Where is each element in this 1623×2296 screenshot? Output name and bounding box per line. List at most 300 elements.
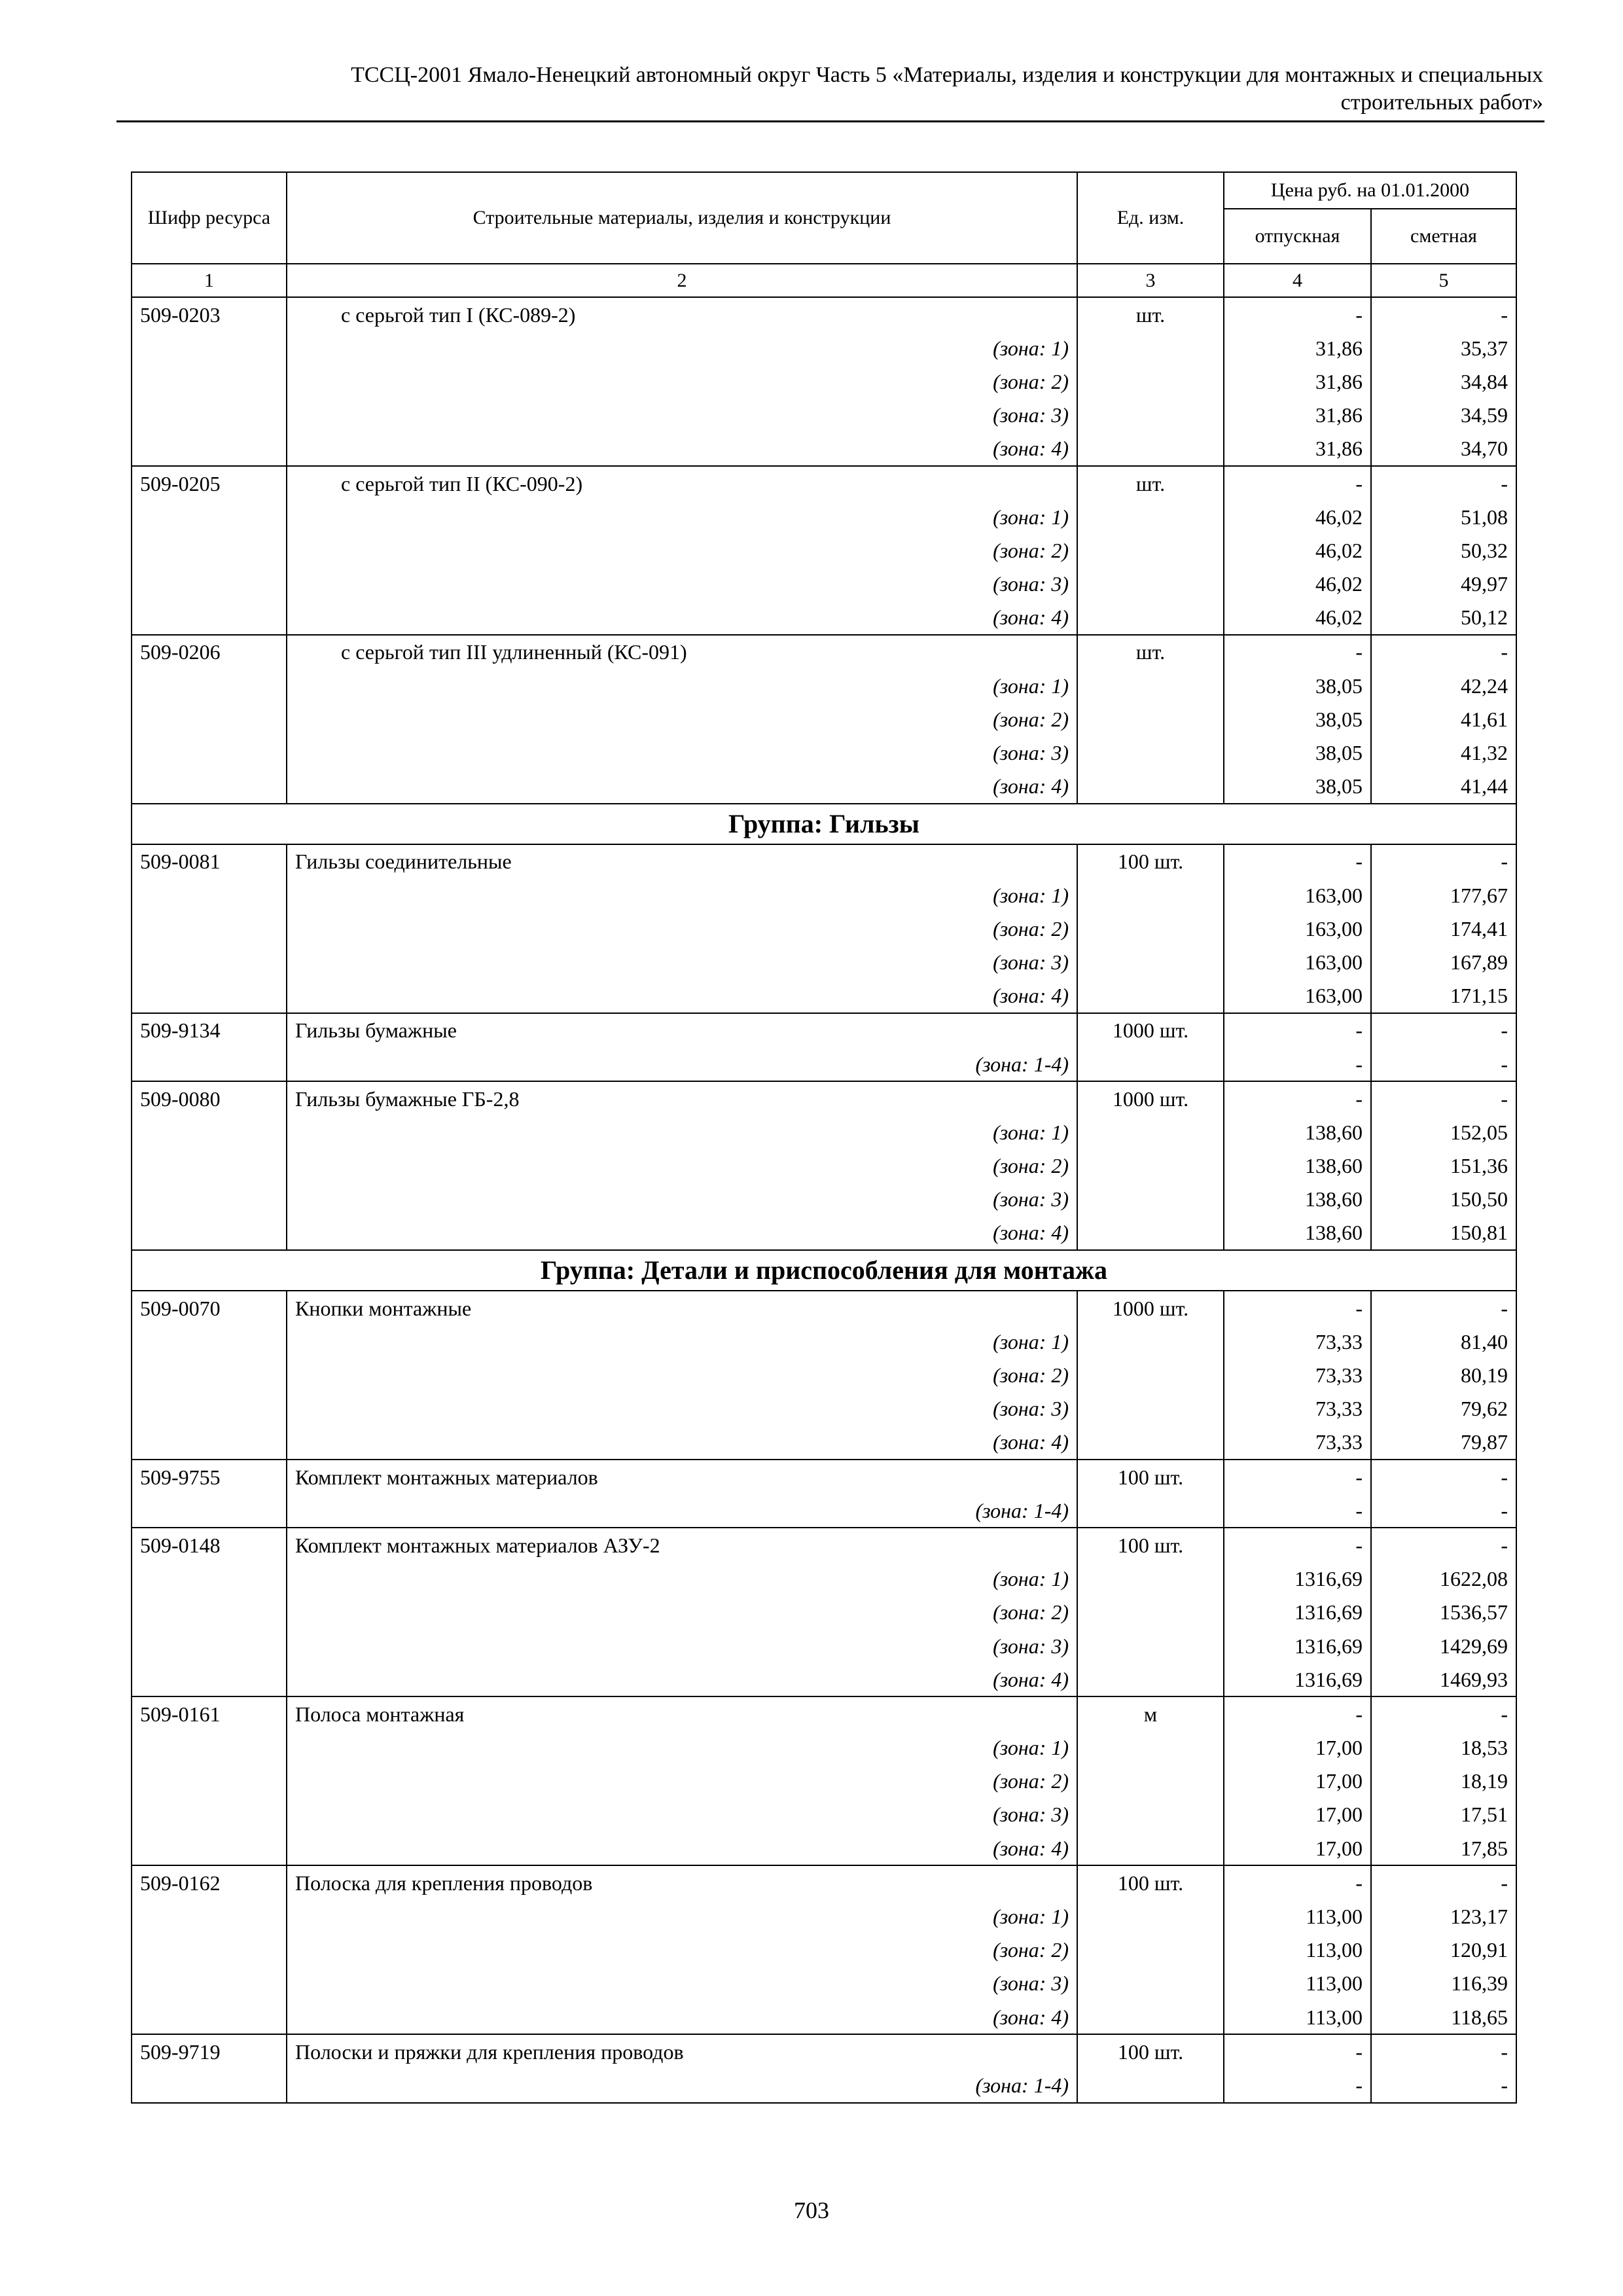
empty-code-cell: [132, 1596, 287, 1629]
empty-unit-cell: [1077, 1899, 1224, 1933]
release-price-cell: 163,00: [1224, 945, 1371, 978]
empty-unit-cell: [1077, 878, 1224, 912]
empty-unit-cell: [1077, 1115, 1224, 1149]
estimate-price-cell: -: [1371, 1291, 1516, 1325]
zone-row: [132, 1149, 1516, 1183]
release-price-cell: 17,00: [1224, 1765, 1371, 1798]
release-price-cell: -: [1224, 466, 1371, 500]
empty-code-cell: [132, 736, 287, 769]
empty-unit-cell: [1077, 500, 1224, 533]
header-line-2: строительных работ»: [1340, 90, 1543, 115]
zone-row: [132, 1562, 1516, 1596]
resource-code: 509-0080: [132, 1081, 287, 1115]
estimate-price-cell: -: [1371, 1081, 1516, 1115]
empty-unit-cell: [1077, 1494, 1224, 1528]
empty-unit-cell: [1077, 1562, 1224, 1596]
col-header-code: Шифр ресурса: [132, 172, 287, 264]
release-price-cell: 46,02: [1224, 533, 1371, 567]
release-price-cell: 138,60: [1224, 1149, 1371, 1183]
zone-label: (зона: 3): [287, 945, 1077, 978]
estimate-price-cell: -: [1371, 1696, 1516, 1731]
zone-label: (зона: 2): [287, 1596, 1077, 1629]
empty-code-cell: [132, 331, 287, 365]
material-name: с серьгой тип II (КС-090-2): [287, 466, 1077, 500]
zone-row: [132, 912, 1516, 945]
table-row: [132, 297, 1516, 331]
zone-row: [132, 500, 1516, 533]
zone-row: [132, 1662, 1516, 1696]
empty-unit-cell: [1077, 979, 1224, 1013]
estimate-price-cell: 151,36: [1371, 1149, 1516, 1183]
estimate-price-cell: 34,70: [1371, 432, 1516, 466]
zone-row: [132, 399, 1516, 432]
zone-label: (зона: 2): [287, 912, 1077, 945]
zone-row: [132, 1426, 1516, 1460]
table-row: [132, 1291, 1516, 1325]
estimate-price-cell: 123,17: [1371, 1899, 1516, 1933]
zone-label: (зона: 1): [287, 1731, 1077, 1765]
zone-label: (зона: 1): [287, 1325, 1077, 1358]
resource-code: 509-0203: [132, 297, 287, 331]
estimate-price-cell: 18,19: [1371, 1765, 1516, 1798]
estimate-price-cell: 150,81: [1371, 1216, 1516, 1250]
zone-label: (зона: 1-4): [287, 1047, 1077, 1081]
estimate-price-cell: 41,32: [1371, 736, 1516, 769]
release-price-cell: 73,33: [1224, 1392, 1371, 1426]
estimate-price-cell: 34,59: [1371, 399, 1516, 432]
empty-unit-cell: [1077, 945, 1224, 978]
empty-code-cell: [132, 1629, 287, 1662]
material-name: Полоса монтажная: [287, 1696, 1077, 1731]
empty-unit-cell: [1077, 533, 1224, 567]
empty-unit-cell: [1077, 399, 1224, 432]
col-header-release-price: отпускная: [1224, 209, 1371, 264]
release-price-cell: 73,33: [1224, 1325, 1371, 1358]
page-header: [116, 62, 1543, 117]
col-header-price-group: Цена руб. на 01.01.2000: [1224, 172, 1516, 209]
zone-label: (зона: 4): [287, 979, 1077, 1013]
estimate-price-cell: 17,51: [1371, 1798, 1516, 1831]
empty-code-cell: [132, 1392, 287, 1426]
empty-unit-cell: [1077, 736, 1224, 769]
zone-label: (зона: 3): [287, 1629, 1077, 1662]
estimate-price-cell: 79,87: [1371, 1426, 1516, 1460]
estimate-price-cell: 150,50: [1371, 1183, 1516, 1216]
zone-label: (зона: 3): [287, 1798, 1077, 1831]
empty-code-cell: [132, 770, 287, 804]
material-name: Полоски и пряжки для крепления проводов: [287, 2034, 1077, 2068]
unit-cell: шт.: [1077, 466, 1224, 500]
zone-row: [132, 1494, 1516, 1528]
unit-cell: 100 шт.: [1077, 1460, 1224, 1494]
estimate-price-cell: 79,62: [1371, 1392, 1516, 1426]
estimate-price-cell: 42,24: [1371, 669, 1516, 702]
estimate-price-cell: 34,84: [1371, 365, 1516, 398]
empty-code-cell: [132, 2000, 287, 2034]
release-price-cell: 46,02: [1224, 601, 1371, 635]
empty-code-cell: [132, 1831, 287, 1865]
release-price-cell: 1316,69: [1224, 1562, 1371, 1596]
empty-code-cell: [132, 432, 287, 466]
empty-unit-cell: [1077, 2068, 1224, 2102]
empty-code-cell: [132, 702, 287, 736]
zone-row: [132, 1047, 1516, 1081]
zone-label: (зона: 2): [287, 1765, 1077, 1798]
zone-label: (зона: 2): [287, 1149, 1077, 1183]
release-price-cell: 38,05: [1224, 702, 1371, 736]
empty-code-cell: [132, 1967, 287, 2000]
estimate-price-cell: 1536,57: [1371, 1596, 1516, 1629]
empty-unit-cell: [1077, 601, 1224, 635]
estimate-price-cell: 51,08: [1371, 500, 1516, 533]
release-price-cell: 113,00: [1224, 1899, 1371, 1933]
release-price-cell: -: [1224, 1528, 1371, 1562]
zone-row: [132, 979, 1516, 1013]
unit-cell: 100 шт.: [1077, 2034, 1224, 2068]
release-price-cell: 38,05: [1224, 669, 1371, 702]
unit-cell: 100 шт.: [1077, 1528, 1224, 1562]
estimate-price-cell: 171,15: [1371, 979, 1516, 1013]
estimate-price-cell: -: [1371, 1865, 1516, 1899]
empty-code-cell: [132, 1765, 287, 1798]
estimate-price-cell: -: [1371, 1528, 1516, 1562]
zone-row: [132, 945, 1516, 978]
release-price-cell: 31,86: [1224, 432, 1371, 466]
empty-code-cell: [132, 2068, 287, 2102]
unit-cell: м: [1077, 1696, 1224, 1731]
zone-row: [132, 1967, 1516, 2000]
empty-code-cell: [132, 669, 287, 702]
zone-row: [132, 878, 1516, 912]
zone-label: (зона: 1): [287, 1899, 1077, 1933]
zone-row: [132, 2068, 1516, 2102]
release-price-cell: 31,86: [1224, 331, 1371, 365]
estimate-price-cell: 118,65: [1371, 2000, 1516, 2034]
estimate-price-cell: 17,85: [1371, 1831, 1516, 1865]
release-price-cell: 31,86: [1224, 399, 1371, 432]
empty-code-cell: [132, 1662, 287, 1696]
estimate-price-cell: 116,39: [1371, 1967, 1516, 2000]
estimate-price-cell: 50,32: [1371, 533, 1516, 567]
table-row: [132, 2034, 1516, 2068]
table-row: [132, 635, 1516, 669]
estimate-price-cell: 49,97: [1371, 567, 1516, 601]
empty-code-cell: [132, 533, 287, 567]
release-price-cell: 163,00: [1224, 979, 1371, 1013]
estimate-price-cell: 35,37: [1371, 331, 1516, 365]
zone-row: [132, 533, 1516, 567]
empty-unit-cell: [1077, 669, 1224, 702]
release-price-cell: 138,60: [1224, 1115, 1371, 1149]
zone-row: [132, 736, 1516, 769]
estimate-price-cell: 41,44: [1371, 770, 1516, 804]
empty-unit-cell: [1077, 770, 1224, 804]
material-name: Кнопки монтажные: [287, 1291, 1077, 1325]
release-price-cell: 46,02: [1224, 500, 1371, 533]
zone-label: (зона: 4): [287, 2000, 1077, 2034]
zone-row: [132, 669, 1516, 702]
empty-unit-cell: [1077, 1662, 1224, 1696]
zone-row: [132, 1325, 1516, 1358]
group-header-row: [132, 804, 1516, 844]
estimate-price-cell: 1622,08: [1371, 1562, 1516, 1596]
zone-row: [132, 601, 1516, 635]
estimate-price-cell: 120,91: [1371, 1933, 1516, 1967]
estimate-price-cell: -: [1371, 844, 1516, 878]
release-price-cell: 38,05: [1224, 770, 1371, 804]
table-head: [132, 172, 1516, 297]
estimate-price-cell: 50,12: [1371, 601, 1516, 635]
release-price-cell: -: [1224, 1047, 1371, 1081]
zone-row: [132, 770, 1516, 804]
empty-unit-cell: [1077, 912, 1224, 945]
release-price-cell: -: [1224, 1696, 1371, 1731]
material-name: Гильзы бумажные: [287, 1013, 1077, 1047]
zone-label: (зона: 2): [287, 1933, 1077, 1967]
empty-unit-cell: [1077, 1392, 1224, 1426]
estimate-price-cell: -: [1371, 297, 1516, 331]
empty-unit-cell: [1077, 1325, 1224, 1358]
zone-label: (зона: 2): [287, 1358, 1077, 1391]
release-price-cell: 113,00: [1224, 2000, 1371, 2034]
zone-label: (зона: 1): [287, 1115, 1077, 1149]
col-number-2: 2: [287, 264, 1077, 297]
zone-row: [132, 1899, 1516, 1933]
zone-label: (зона: 3): [287, 1392, 1077, 1426]
table-row: [132, 1865, 1516, 1899]
unit-cell: 100 шт.: [1077, 844, 1224, 878]
release-price-cell: 73,33: [1224, 1358, 1371, 1391]
resource-code: 509-0081: [132, 844, 287, 878]
material-name: Комплект монтажных материалов: [287, 1460, 1077, 1494]
resource-code: 509-0162: [132, 1865, 287, 1899]
release-price-cell: -: [1224, 1013, 1371, 1047]
release-price-cell: 31,86: [1224, 365, 1371, 398]
zone-row: [132, 1358, 1516, 1391]
release-price-cell: 46,02: [1224, 567, 1371, 601]
empty-code-cell: [132, 365, 287, 398]
unit-cell: 1000 шт.: [1077, 1291, 1224, 1325]
release-price-cell: -: [1224, 1081, 1371, 1115]
zone-row: [132, 1765, 1516, 1798]
estimate-price-cell: -: [1371, 2068, 1516, 2102]
release-price-cell: -: [1224, 2034, 1371, 2068]
empty-code-cell: [132, 1047, 287, 1081]
zone-row: [132, 567, 1516, 601]
empty-code-cell: [132, 878, 287, 912]
zone-row: [132, 432, 1516, 466]
zone-row: [132, 1216, 1516, 1250]
release-price-cell: 113,00: [1224, 1933, 1371, 1967]
group-title: Группа: Гильзы: [132, 804, 1516, 844]
zone-row: [132, 1831, 1516, 1865]
zone-label: (зона: 4): [287, 770, 1077, 804]
zone-label: (зона: 1): [287, 878, 1077, 912]
empty-code-cell: [132, 1494, 287, 1528]
zone-row: [132, 1798, 1516, 1831]
release-price-cell: 163,00: [1224, 912, 1371, 945]
empty-code-cell: [132, 500, 287, 533]
empty-code-cell: [132, 567, 287, 601]
resource-code: 509-9719: [132, 2034, 287, 2068]
zone-label: (зона: 3): [287, 567, 1077, 601]
estimate-price-cell: -: [1371, 1013, 1516, 1047]
empty-unit-cell: [1077, 1149, 1224, 1183]
empty-code-cell: [132, 1183, 287, 1216]
estimate-price-cell: -: [1371, 1460, 1516, 1494]
estimate-price-cell: 167,89: [1371, 945, 1516, 978]
empty-unit-cell: [1077, 1216, 1224, 1250]
zone-label: (зона: 1): [287, 669, 1077, 702]
zone-label: (зона: 3): [287, 1183, 1077, 1216]
zone-row: [132, 702, 1516, 736]
unit-cell: 1000 шт.: [1077, 1081, 1224, 1115]
empty-code-cell: [132, 601, 287, 635]
estimate-price-cell: -: [1371, 1494, 1516, 1528]
resource-code: 509-0205: [132, 466, 287, 500]
col-number-3: 3: [1077, 264, 1224, 297]
col-header-estimate-price: сметная: [1371, 209, 1516, 264]
zone-label: (зона: 3): [287, 1967, 1077, 2000]
group-title: Группа: Детали и приспособления для монтажа: [132, 1250, 1516, 1291]
col-header-name: Строительные материалы, изделия и конструкции: [287, 172, 1077, 264]
unit-cell: 100 шт.: [1077, 1865, 1224, 1899]
release-price-cell: -: [1224, 1494, 1371, 1528]
price-table: [131, 171, 1517, 2104]
material-name: Гильзы соединительные: [287, 844, 1077, 878]
release-price-cell: -: [1224, 1460, 1371, 1494]
release-price-cell: 1316,69: [1224, 1629, 1371, 1662]
material-name: с серьгой тип III удлиненный (КС-091): [287, 635, 1077, 669]
estimate-price-cell: 81,40: [1371, 1325, 1516, 1358]
unit-cell: шт.: [1077, 635, 1224, 669]
empty-code-cell: [132, 979, 287, 1013]
col-number-5: 5: [1371, 264, 1516, 297]
zone-label: (зона: 4): [287, 1426, 1077, 1460]
zone-label: (зона: 1): [287, 331, 1077, 365]
col-number-1: 1: [132, 264, 287, 297]
estimate-price-cell: 177,67: [1371, 878, 1516, 912]
table-row: [132, 1013, 1516, 1047]
release-price-cell: 17,00: [1224, 1831, 1371, 1865]
empty-unit-cell: [1077, 1358, 1224, 1391]
zone-label: (зона: 2): [287, 533, 1077, 567]
empty-unit-cell: [1077, 567, 1224, 601]
table-row: [132, 844, 1516, 878]
release-price-cell: 138,60: [1224, 1216, 1371, 1250]
zone-row: [132, 1731, 1516, 1765]
estimate-price-cell: 174,41: [1371, 912, 1516, 945]
material-name: Гильзы бумажные ГБ-2,8: [287, 1081, 1077, 1115]
release-price-cell: -: [1224, 2068, 1371, 2102]
estimate-price-cell: 80,19: [1371, 1358, 1516, 1391]
estimate-price-cell: 18,53: [1371, 1731, 1516, 1765]
empty-code-cell: [132, 1149, 287, 1183]
empty-unit-cell: [1077, 1967, 1224, 2000]
empty-unit-cell: [1077, 1831, 1224, 1865]
zone-row: [132, 1115, 1516, 1149]
material-name: Полоска для крепления проводов: [287, 1865, 1077, 1899]
resource-code: 509-9755: [132, 1460, 287, 1494]
zone-row: [132, 1183, 1516, 1216]
zone-label: (зона: 1): [287, 500, 1077, 533]
estimate-price-cell: 1469,93: [1371, 1662, 1516, 1696]
table-row: [132, 1081, 1516, 1115]
zone-label: (зона: 1): [287, 1562, 1077, 1596]
release-price-cell: 17,00: [1224, 1798, 1371, 1831]
zone-row: [132, 1629, 1516, 1662]
zone-row: [132, 1933, 1516, 1967]
empty-code-cell: [132, 1798, 287, 1831]
zone-row: [132, 1392, 1516, 1426]
release-price-cell: 113,00: [1224, 1967, 1371, 2000]
col-header-unit: Ед. изм.: [1077, 172, 1224, 264]
table-body: [132, 297, 1516, 2103]
zone-label: (зона: 2): [287, 365, 1077, 398]
empty-unit-cell: [1077, 1731, 1224, 1765]
zone-label: (зона: 1-4): [287, 1494, 1077, 1528]
header-rule: [116, 120, 1544, 122]
header-line-1: ТССЦ-2001 Ямало-Ненецкий автономный округ Часть 5 «Материалы, изделия и конструкции для монтажных и специальных: [351, 63, 1543, 87]
release-price-cell: 17,00: [1224, 1731, 1371, 1765]
resource-code: 509-0206: [132, 635, 287, 669]
empty-unit-cell: [1077, 365, 1224, 398]
empty-code-cell: [132, 912, 287, 945]
release-price-cell: 163,00: [1224, 878, 1371, 912]
group-header-row: [132, 1250, 1516, 1291]
empty-unit-cell: [1077, 331, 1224, 365]
zone-label: (зона: 4): [287, 601, 1077, 635]
table-row: [132, 1528, 1516, 1562]
empty-code-cell: [132, 1216, 287, 1250]
release-price-cell: 73,33: [1224, 1426, 1371, 1460]
zone-label: (зона: 4): [287, 432, 1077, 466]
empty-unit-cell: [1077, 1183, 1224, 1216]
release-price-cell: -: [1224, 844, 1371, 878]
release-price-cell: 138,60: [1224, 1183, 1371, 1216]
empty-unit-cell: [1077, 1629, 1224, 1662]
resource-code: 509-0070: [132, 1291, 287, 1325]
empty-unit-cell: [1077, 1798, 1224, 1831]
resource-code: 509-0161: [132, 1696, 287, 1731]
col-number-4: 4: [1224, 264, 1371, 297]
release-price-cell: -: [1224, 1291, 1371, 1325]
zone-row: [132, 1596, 1516, 1629]
zone-label: (зона: 3): [287, 399, 1077, 432]
release-price-cell: -: [1224, 1865, 1371, 1899]
zone-label: (зона: 4): [287, 1216, 1077, 1250]
release-price-cell: -: [1224, 297, 1371, 331]
estimate-price-cell: -: [1371, 1047, 1516, 1081]
material-name: Комплект монтажных материалов АЗУ-2: [287, 1528, 1077, 1562]
empty-unit-cell: [1077, 432, 1224, 466]
empty-code-cell: [132, 1325, 287, 1358]
empty-code-cell: [132, 1899, 287, 1933]
empty-code-cell: [132, 399, 287, 432]
estimate-price-cell: -: [1371, 466, 1516, 500]
empty-code-cell: [132, 1426, 287, 1460]
zone-label: (зона: 3): [287, 736, 1077, 769]
material-name: с серьгой тип I (КС-089-2): [287, 297, 1077, 331]
empty-unit-cell: [1077, 1596, 1224, 1629]
empty-unit-cell: [1077, 1426, 1224, 1460]
empty-unit-cell: [1077, 1765, 1224, 1798]
empty-code-cell: [132, 1115, 287, 1149]
zone-row: [132, 331, 1516, 365]
unit-cell: 1000 шт.: [1077, 1013, 1224, 1047]
empty-unit-cell: [1077, 2000, 1224, 2034]
table-row: [132, 466, 1516, 500]
